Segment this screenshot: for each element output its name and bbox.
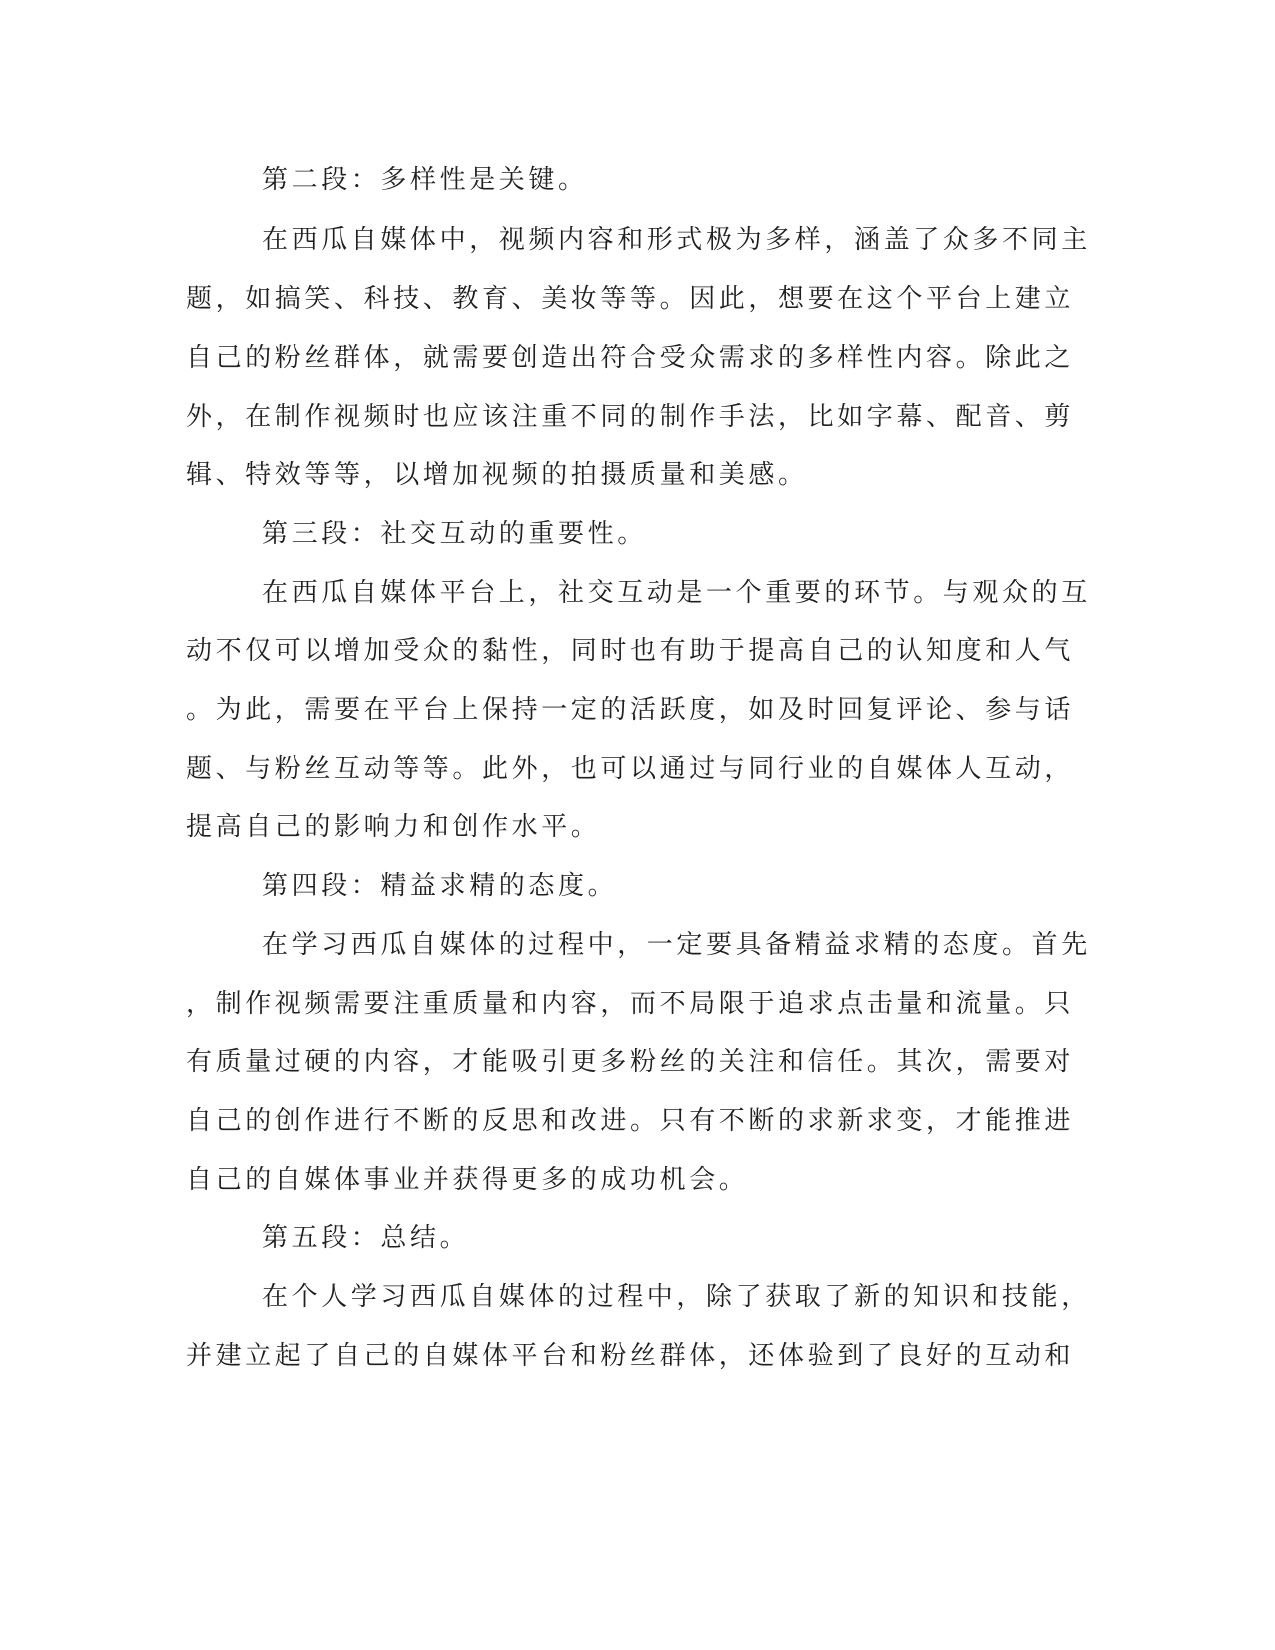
paragraph-line: 并建立起了自己的自媒体平台和粉丝群体，还体验到了良好的互动和 <box>186 1341 1075 1371</box>
paragraph-line: 自己的创作进行不断的反思和改进。只有不断的求新求变，才能推进 <box>186 1106 1075 1136</box>
paragraph-line: 自己的粉丝群体，就需要创造出符合受众需求的多样性内容。除此之 <box>186 343 1075 373</box>
paragraph-line: 在西瓜自媒体中，视频内容和形式极为多样，涵盖了众多不同主 <box>262 225 1091 255</box>
section-heading-3: 第三段：社交互动的重要性。 <box>262 519 647 549</box>
paragraph-line: 自己的自媒体事业并获得更多的成功机会。 <box>186 1165 749 1195</box>
paragraph-line: 题、与粉丝互动等等。此外，也可以通过与同行业的自媒体人互动， <box>186 754 1075 784</box>
paragraph-line: 在学习西瓜自媒体的过程中，一定要具备精益求精的态度。首先 <box>262 930 1091 960</box>
section-heading-4: 第四段：精益求精的态度。 <box>262 871 618 901</box>
paragraph-line: 在西瓜自媒体平台上，社交互动是一个重要的环节。与观众的互 <box>262 578 1091 608</box>
paragraph-line: 题，如搞笑、科技、教育、美妆等等。因此，想要在这个平台上建立 <box>186 284 1075 314</box>
paragraph-line: 动不仅可以增加受众的黏性，同时也有助于提高自己的认知度和人气 <box>186 636 1075 666</box>
paragraph-line: 辑、特效等等，以增加视频的拍摄质量和美感。 <box>186 460 808 490</box>
section-heading-2: 第二段：多样性是关键。 <box>262 165 588 195</box>
paragraph-line: 外，在制作视频时也应该注重不同的制作手法，比如字幕、配音、剪 <box>186 402 1075 432</box>
paragraph-line: 在个人学习西瓜自媒体的过程中，除了获取了新的知识和技能， <box>262 1282 1091 1312</box>
paragraph-line: ，制作视频需要注重质量和内容，而不局限于追求点击量和流量。只 <box>186 989 1075 1019</box>
paragraph-line: 有质量过硬的内容，才能吸引更多粉丝的关注和信任。其次，需要对 <box>186 1047 1075 1077</box>
section-heading-5: 第五段：总结。 <box>262 1223 470 1253</box>
paragraph-line: 。为此，需要在平台上保持一定的活跃度，如及时回复评论、参与话 <box>186 695 1075 725</box>
paragraph-line: 提高自己的影响力和创作水平。 <box>186 812 601 842</box>
